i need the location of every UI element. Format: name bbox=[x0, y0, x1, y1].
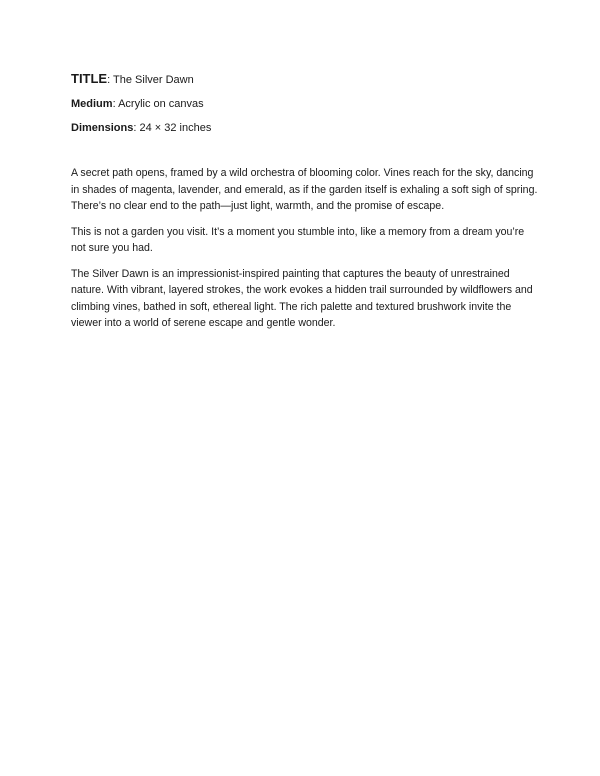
meta-dimensions bbox=[71, 121, 541, 135]
description-paragraph-3: The Silver Dawn is an impressionist-inspired painting that captures the beauty of unrestrained nature. With vibrant, layered strokes, the work evokes a hidden trail surrounded by wildflowers and climbing vines, bathed in soft, ethereal light. The rich palette and textured brushwork invite the viewer into a world of serene escape and gentle wonder. bbox=[71, 267, 533, 329]
description-paragraph-1: A secret path opens, framed by a wild orchestra of blooming color. Vines reach for the sky, dancing in shades of magenta, lavender, and emerald, as if the garden itself is exhaling a soft sigh of spring. There’s no clear end to the path—just light, warmth, and the promise of escape. bbox=[71, 167, 538, 212]
description-paragraph-2: This is not a garden you visit. It’s a moment you stumble into, like a memory from a dream you’re not sure you had. bbox=[71, 225, 525, 254]
meta-title bbox=[71, 72, 541, 87]
title-value: : The Silver Dawn bbox=[107, 74, 194, 86]
document-page bbox=[71, 68, 541, 341]
dimensions-label: Dimensions bbox=[71, 122, 134, 134]
medium-label: Medium bbox=[71, 98, 113, 110]
title-label: TITLE bbox=[71, 71, 108, 86]
meta-medium bbox=[71, 97, 541, 111]
description-body bbox=[71, 165, 541, 332]
dimensions-value: : 24 × 32 inches bbox=[133, 122, 212, 134]
medium-value: : Acrylic on canvas bbox=[112, 98, 204, 110]
